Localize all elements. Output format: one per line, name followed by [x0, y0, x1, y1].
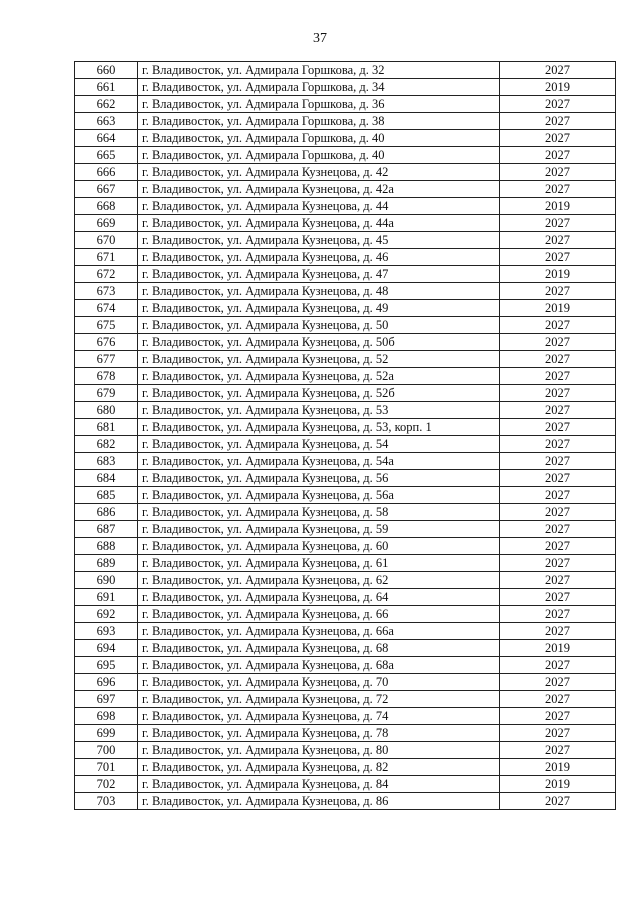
address-cell: г. Владивосток, ул. Адмирала Кузнецова, д. 78 — [138, 725, 500, 742]
address-cell: г. Владивосток, ул. Адмирала Горшкова, д. 32 — [138, 62, 500, 79]
row-number-cell: 665 — [75, 147, 138, 164]
row-number-cell: 703 — [75, 793, 138, 810]
year-cell: 2027 — [500, 334, 616, 351]
row-number-cell: 696 — [75, 674, 138, 691]
row-number-cell: 682 — [75, 436, 138, 453]
address-cell: г. Владивосток, ул. Адмирала Кузнецова, д. 68а — [138, 657, 500, 674]
year-cell: 2027 — [500, 657, 616, 674]
year-cell: 2027 — [500, 385, 616, 402]
year-cell: 2027 — [500, 487, 616, 504]
address-cell: г. Владивосток, ул. Адмирала Кузнецова, д. 66 — [138, 606, 500, 623]
table-row — [75, 606, 616, 623]
table-row — [75, 113, 616, 130]
table-body — [75, 62, 616, 810]
address-cell: г. Владивосток, ул. Адмирала Кузнецова, д. 44а — [138, 215, 500, 232]
table-row — [75, 198, 616, 215]
year-cell: 2027 — [500, 249, 616, 266]
address-cell: г. Владивосток, ул. Адмирала Кузнецова, д. 54а — [138, 453, 500, 470]
year-cell: 2027 — [500, 419, 616, 436]
row-number-cell: 681 — [75, 419, 138, 436]
address-cell: г. Владивосток, ул. Адмирала Кузнецова, д. 62 — [138, 572, 500, 589]
row-number-cell: 663 — [75, 113, 138, 130]
year-cell: 2019 — [500, 640, 616, 657]
year-cell: 2027 — [500, 113, 616, 130]
row-number-cell: 697 — [75, 691, 138, 708]
address-cell: г. Владивосток, ул. Адмирала Кузнецова, д. 56а — [138, 487, 500, 504]
row-number-cell: 660 — [75, 62, 138, 79]
address-cell: г. Владивосток, ул. Адмирала Кузнецова, д. 86 — [138, 793, 500, 810]
row-number-cell: 678 — [75, 368, 138, 385]
row-number-cell: 689 — [75, 555, 138, 572]
address-cell: г. Владивосток, ул. Адмирала Кузнецова, д. 50 — [138, 317, 500, 334]
address-cell: г. Владивосток, ул. Адмирала Кузнецова, д. 52 — [138, 351, 500, 368]
row-number-cell: 684 — [75, 470, 138, 487]
table-row — [75, 742, 616, 759]
table-row — [75, 674, 616, 691]
row-number-cell: 700 — [75, 742, 138, 759]
row-number-cell: 688 — [75, 538, 138, 555]
year-cell: 2019 — [500, 198, 616, 215]
row-number-cell: 698 — [75, 708, 138, 725]
address-cell: г. Владивосток, ул. Адмирала Кузнецова, д. 74 — [138, 708, 500, 725]
table-row — [75, 419, 616, 436]
table-row — [75, 572, 616, 589]
row-number-cell: 675 — [75, 317, 138, 334]
year-cell: 2027 — [500, 470, 616, 487]
row-number-cell: 671 — [75, 249, 138, 266]
year-cell: 2027 — [500, 436, 616, 453]
address-cell: г. Владивосток, ул. Адмирала Горшкова, д. 38 — [138, 113, 500, 130]
row-number-cell: 670 — [75, 232, 138, 249]
address-cell: г. Владивосток, ул. Адмирала Кузнецова, д. 56 — [138, 470, 500, 487]
table-row — [75, 453, 616, 470]
row-number-cell: 695 — [75, 657, 138, 674]
year-cell: 2027 — [500, 130, 616, 147]
address-cell: г. Владивосток, ул. Адмирала Кузнецова, д. 60 — [138, 538, 500, 555]
table-row — [75, 436, 616, 453]
table-row — [75, 300, 616, 317]
table-row — [75, 555, 616, 572]
row-number-cell: 683 — [75, 453, 138, 470]
year-cell: 2027 — [500, 453, 616, 470]
address-cell: г. Владивосток, ул. Адмирала Кузнецова, д. 64 — [138, 589, 500, 606]
address-cell: г. Владивосток, ул. Адмирала Кузнецова, д. 48 — [138, 283, 500, 300]
table-row — [75, 283, 616, 300]
row-number-cell: 686 — [75, 504, 138, 521]
year-cell: 2027 — [500, 317, 616, 334]
address-cell: г. Владивосток, ул. Адмирала Горшкова, д. 40 — [138, 147, 500, 164]
address-cell: г. Владивосток, ул. Адмирала Кузнецова, д. 66а — [138, 623, 500, 640]
row-number-cell: 691 — [75, 589, 138, 606]
year-cell: 2027 — [500, 691, 616, 708]
address-cell: г. Владивосток, ул. Адмирала Кузнецова, д. 53, корп. 1 — [138, 419, 500, 436]
table-row — [75, 657, 616, 674]
table-row — [75, 487, 616, 504]
year-cell: 2027 — [500, 368, 616, 385]
table-row — [75, 640, 616, 657]
year-cell: 2019 — [500, 266, 616, 283]
table-row — [75, 759, 616, 776]
table-row — [75, 334, 616, 351]
table-row — [75, 79, 616, 96]
address-cell: г. Владивосток, ул. Адмирала Кузнецова, д. 59 — [138, 521, 500, 538]
year-cell: 2027 — [500, 725, 616, 742]
year-cell: 2027 — [500, 215, 616, 232]
row-number-cell: 694 — [75, 640, 138, 657]
address-cell: г. Владивосток, ул. Адмирала Кузнецова, д. 45 — [138, 232, 500, 249]
address-cell: г. Владивосток, ул. Адмирала Кузнецова, д. 49 — [138, 300, 500, 317]
year-cell: 2027 — [500, 351, 616, 368]
address-cell: г. Владивосток, ул. Адмирала Кузнецова, д. 47 — [138, 266, 500, 283]
year-cell: 2027 — [500, 623, 616, 640]
address-cell: г. Владивосток, ул. Адмирала Кузнецова, д. 50б — [138, 334, 500, 351]
row-number-cell: 693 — [75, 623, 138, 640]
row-number-cell: 687 — [75, 521, 138, 538]
table-row — [75, 385, 616, 402]
year-cell: 2027 — [500, 232, 616, 249]
year-cell: 2027 — [500, 62, 616, 79]
row-number-cell: 679 — [75, 385, 138, 402]
row-number-cell: 702 — [75, 776, 138, 793]
address-cell: г. Владивосток, ул. Адмирала Кузнецова, д. 68 — [138, 640, 500, 657]
row-number-cell: 676 — [75, 334, 138, 351]
row-number-cell: 677 — [75, 351, 138, 368]
row-number-cell: 668 — [75, 198, 138, 215]
year-cell: 2027 — [500, 283, 616, 300]
address-cell: г. Владивосток, ул. Адмирала Кузнецова, д. 80 — [138, 742, 500, 759]
year-cell: 2027 — [500, 96, 616, 113]
address-cell: г. Владивосток, ул. Адмирала Горшкова, д. 36 — [138, 96, 500, 113]
table-row — [75, 793, 616, 810]
address-cell: г. Владивосток, ул. Адмирала Кузнецова, д. 42 — [138, 164, 500, 181]
page-number: 37 — [313, 31, 327, 46]
year-cell: 2027 — [500, 708, 616, 725]
table-row — [75, 249, 616, 266]
table-row — [75, 266, 616, 283]
address-cell: г. Владивосток, ул. Адмирала Горшкова, д. 34 — [138, 79, 500, 96]
year-cell: 2027 — [500, 181, 616, 198]
year-cell: 2027 — [500, 793, 616, 810]
year-cell: 2027 — [500, 742, 616, 759]
year-cell: 2027 — [500, 147, 616, 164]
row-number-cell: 661 — [75, 79, 138, 96]
table-row — [75, 691, 616, 708]
year-cell: 2027 — [500, 674, 616, 691]
table-row — [75, 368, 616, 385]
row-number-cell: 699 — [75, 725, 138, 742]
row-number-cell: 701 — [75, 759, 138, 776]
year-cell: 2019 — [500, 776, 616, 793]
row-number-cell: 680 — [75, 402, 138, 419]
row-number-cell: 685 — [75, 487, 138, 504]
address-cell: г. Владивосток, ул. Адмирала Кузнецова, д. 70 — [138, 674, 500, 691]
year-cell: 2027 — [500, 572, 616, 589]
table-row — [75, 232, 616, 249]
row-number-cell: 666 — [75, 164, 138, 181]
table-row — [75, 708, 616, 725]
table-row — [75, 538, 616, 555]
table-row — [75, 181, 616, 198]
address-cell: г. Владивосток, ул. Адмирала Горшкова, д. 40 — [138, 130, 500, 147]
row-number-cell: 690 — [75, 572, 138, 589]
address-table — [74, 61, 616, 810]
table-row — [75, 147, 616, 164]
year-cell: 2027 — [500, 538, 616, 555]
table-row — [75, 402, 616, 419]
year-cell: 2027 — [500, 402, 616, 419]
table-row — [75, 317, 616, 334]
address-cell: г. Владивосток, ул. Адмирала Кузнецова, д. 52а — [138, 368, 500, 385]
address-cell: г. Владивосток, ул. Адмирала Кузнецова, д. 53 — [138, 402, 500, 419]
year-cell: 2027 — [500, 589, 616, 606]
table-row — [75, 351, 616, 368]
year-cell: 2019 — [500, 759, 616, 776]
row-number-cell: 664 — [75, 130, 138, 147]
row-number-cell: 672 — [75, 266, 138, 283]
row-number-cell: 667 — [75, 181, 138, 198]
address-cell: г. Владивосток, ул. Адмирала Кузнецова, д. 82 — [138, 759, 500, 776]
address-cell: г. Владивосток, ул. Адмирала Кузнецова, д. 46 — [138, 249, 500, 266]
address-cell: г. Владивосток, ул. Адмирала Кузнецова, д. 54 — [138, 436, 500, 453]
table-row — [75, 470, 616, 487]
row-number-cell: 692 — [75, 606, 138, 623]
table-row — [75, 96, 616, 113]
table-row — [75, 623, 616, 640]
row-number-cell: 674 — [75, 300, 138, 317]
address-cell: г. Владивосток, ул. Адмирала Кузнецова, д. 72 — [138, 691, 500, 708]
year-cell: 2027 — [500, 521, 616, 538]
table-row — [75, 130, 616, 147]
table-row — [75, 776, 616, 793]
address-cell: г. Владивосток, ул. Адмирала Кузнецова, д. 84 — [138, 776, 500, 793]
year-cell: 2027 — [500, 164, 616, 181]
year-cell: 2027 — [500, 555, 616, 572]
address-cell: г. Владивосток, ул. Адмирала Кузнецова, д. 44 — [138, 198, 500, 215]
table-row — [75, 725, 616, 742]
year-cell: 2019 — [500, 300, 616, 317]
table-row — [75, 215, 616, 232]
address-cell: г. Владивосток, ул. Адмирала Кузнецова, д. 61 — [138, 555, 500, 572]
table-row — [75, 504, 616, 521]
table-row — [75, 521, 616, 538]
row-number-cell: 662 — [75, 96, 138, 113]
table-row — [75, 62, 616, 79]
year-cell: 2027 — [500, 606, 616, 623]
table-row — [75, 589, 616, 606]
address-cell: г. Владивосток, ул. Адмирала Кузнецова, д. 42а — [138, 181, 500, 198]
row-number-cell: 669 — [75, 215, 138, 232]
row-number-cell: 673 — [75, 283, 138, 300]
year-cell: 2019 — [500, 79, 616, 96]
table-row — [75, 164, 616, 181]
year-cell: 2027 — [500, 504, 616, 521]
address-cell: г. Владивосток, ул. Адмирала Кузнецова, д. 58 — [138, 504, 500, 521]
address-cell: г. Владивосток, ул. Адмирала Кузнецова, д. 52б — [138, 385, 500, 402]
